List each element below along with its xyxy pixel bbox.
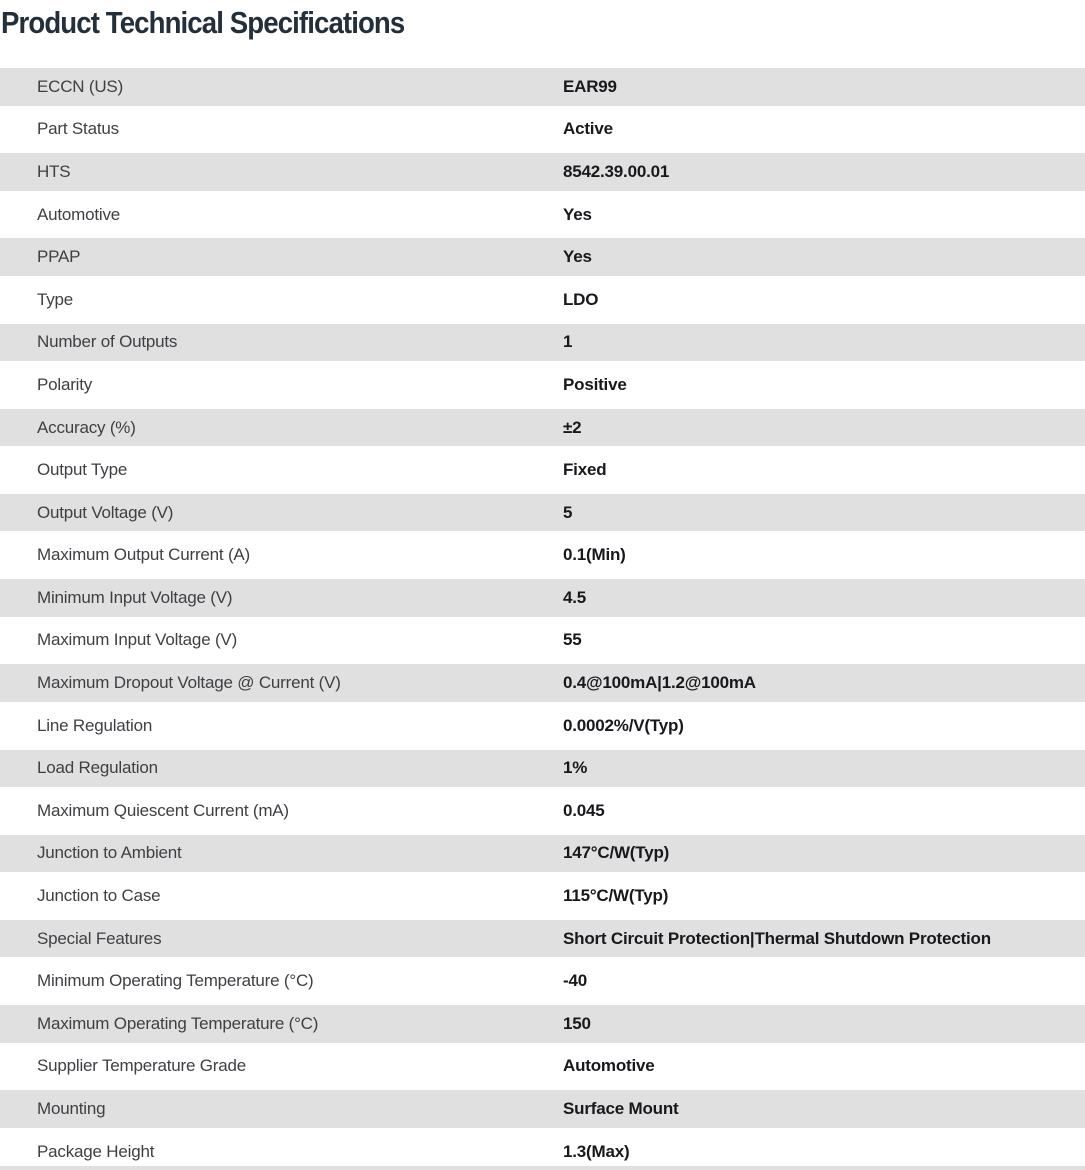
spec-row — [0, 579, 1085, 617]
spec-row — [0, 409, 1085, 447]
spec-value: LDO — [563, 289, 599, 309]
spec-label: PPAP — [37, 247, 81, 267]
spec-value: Short Circuit Protection|Thermal Shutdown Protection — [563, 928, 991, 948]
spec-value: 1% — [563, 758, 588, 778]
spec-row — [0, 68, 1085, 106]
spec-label: Number of Outputs — [37, 332, 178, 352]
spec-value: 0.045 — [563, 800, 605, 820]
spec-row — [0, 494, 1085, 532]
spec-value: Yes — [563, 204, 592, 224]
spec-label: Type — [37, 289, 74, 309]
spec-row — [0, 281, 1085, 319]
spec-row — [0, 664, 1085, 702]
next-row-peek — [0, 1166, 1085, 1170]
spec-label: Maximum Dropout Voltage @ Current (V) — [37, 673, 341, 693]
spec-label: Polarity — [37, 374, 93, 394]
spec-row — [0, 962, 1085, 1000]
spec-row — [0, 1090, 1085, 1128]
spec-row — [0, 366, 1085, 404]
page-header — [0, 0, 1085, 68]
spec-label: HTS — [37, 161, 71, 181]
spec-label: Maximum Output Current (A) — [37, 545, 251, 565]
spec-value: 147°C/W(Typ) — [563, 843, 670, 863]
spec-row — [0, 1048, 1085, 1086]
spec-value: 4.5 — [563, 587, 587, 607]
spec-label: Maximum Operating Temperature (°C) — [37, 1013, 319, 1033]
spec-value: Positive — [563, 374, 627, 394]
spec-label: Part Status — [37, 119, 119, 139]
spec-value: 150 — [563, 1013, 591, 1033]
spec-row — [0, 750, 1085, 788]
spec-value: Automotive — [563, 1056, 655, 1076]
spec-row — [0, 153, 1085, 191]
spec-row — [0, 451, 1085, 489]
spec-row — [0, 196, 1085, 234]
spec-label: Line Regulation — [37, 715, 153, 735]
spec-row — [0, 835, 1085, 873]
spec-value: Active — [563, 119, 613, 139]
spec-row — [0, 707, 1085, 745]
spec-value: Fixed — [563, 460, 607, 480]
spec-label: Load Regulation — [37, 758, 158, 778]
spec-row — [0, 622, 1085, 660]
spec-label: Automotive — [37, 204, 121, 224]
spec-row — [0, 1133, 1085, 1170]
spec-label: Supplier Temperature Grade — [37, 1056, 246, 1076]
spec-table — [0, 68, 1085, 1170]
spec-value: 55 — [563, 630, 582, 650]
spec-row — [0, 238, 1085, 276]
spec-value: ±2 — [563, 417, 582, 437]
spec-label: Junction to Case — [37, 886, 161, 906]
spec-value: 0.1(Min) — [563, 545, 626, 565]
spec-row — [0, 537, 1085, 575]
spec-value: 5 — [563, 502, 573, 522]
spec-value: -40 — [563, 971, 587, 991]
spec-label: ECCN (US) — [37, 76, 124, 96]
spec-label: Maximum Quiescent Current (mA) — [37, 800, 289, 820]
spec-label: Output Voltage (V) — [37, 502, 174, 522]
spec-label: Accuracy (%) — [37, 417, 136, 437]
spec-row — [0, 324, 1085, 362]
spec-value: 8542.39.00.01 — [563, 161, 670, 181]
spec-row — [0, 877, 1085, 915]
page-title: Product Technical Specifications — [1, 5, 405, 40]
spec-value: Surface Mount — [563, 1099, 679, 1118]
spec-value: 0.4@100mA|1.2@100mA — [563, 673, 756, 693]
spec-value: Yes — [563, 247, 592, 267]
spec-label: Minimum Input Voltage (V) — [37, 587, 233, 607]
spec-row — [0, 1005, 1085, 1043]
spec-label: Special Features — [37, 928, 162, 948]
spec-label: Package Height — [37, 1141, 155, 1161]
spec-label: Mounting — [37, 1099, 106, 1118]
spec-value: 1.3(Max) — [563, 1141, 630, 1161]
spec-value: EAR99 — [563, 76, 617, 96]
spec-label: Output Type — [37, 460, 128, 480]
spec-label: Maximum Input Voltage (V) — [37, 630, 238, 650]
spec-row — [0, 792, 1085, 830]
spec-row — [0, 920, 1085, 958]
spec-value: 1 — [563, 332, 573, 352]
spec-row — [0, 111, 1085, 149]
spec-label: Minimum Operating Temperature (°C) — [37, 971, 314, 991]
spec-value: 115°C/W(Typ) — [563, 886, 669, 906]
spec-label: Junction to Ambient — [37, 843, 182, 863]
spec-value: 0.0002%/V(Typ) — [563, 715, 684, 735]
